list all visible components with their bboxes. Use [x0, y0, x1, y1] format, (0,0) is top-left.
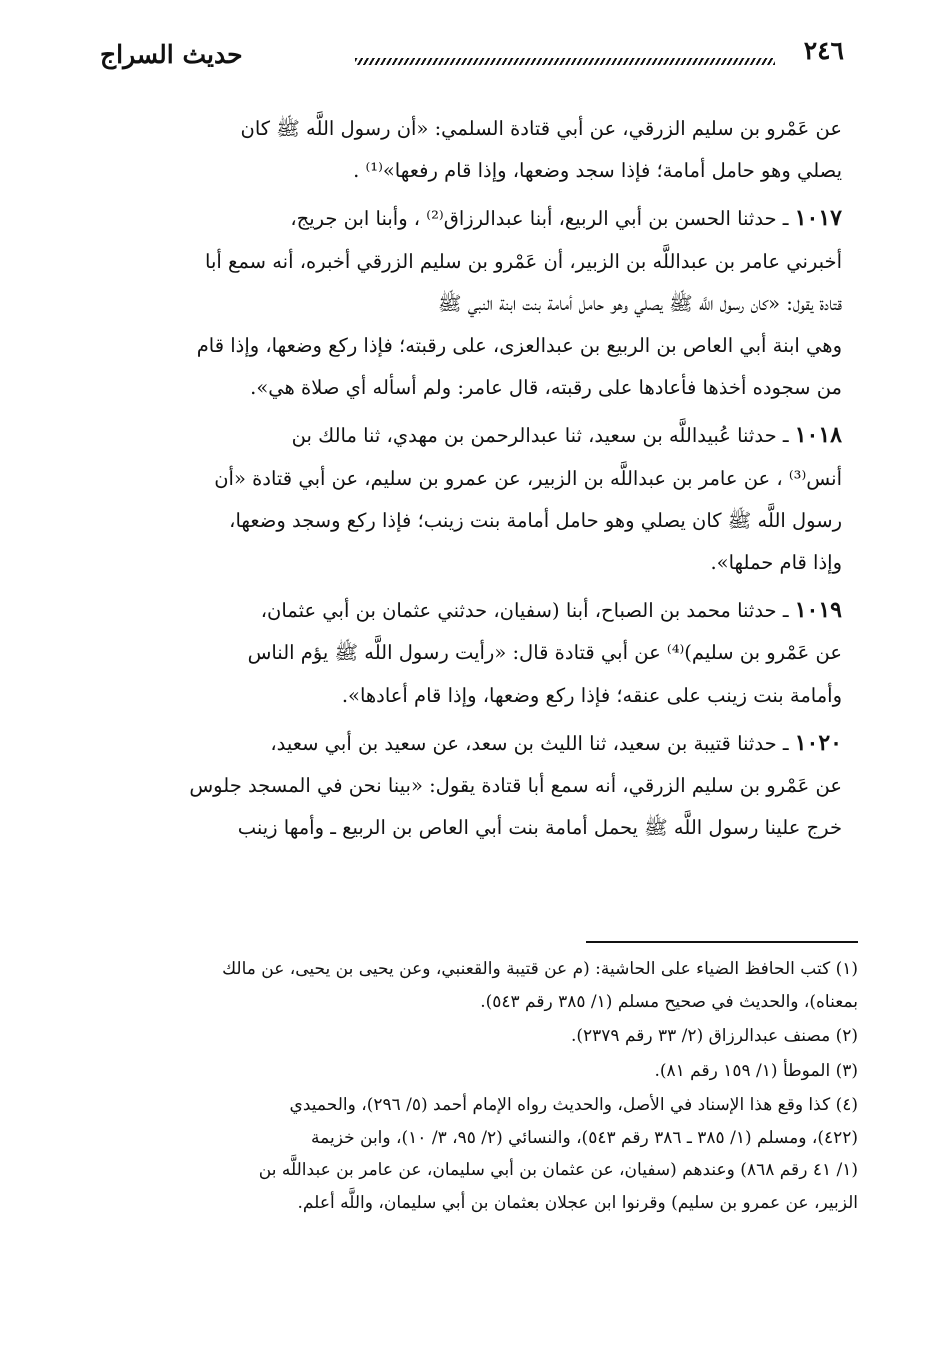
paragraph-text: عن عَمْرو بن سليم الزرقي، عن أبي قتادة السلمي: «أن رسول اللَّه ﷺ كان يصلي وهو حامل أمامة؛ فإذا سجد وضعها، وإذا قام رفعها»⁽¹⁾ . [240, 117, 842, 183]
page-header [100, 36, 844, 82]
hadith-1020 [102, 722, 842, 850]
paragraph-text: ـ حدثنا الحسن بن أبي الربيع، أبنا عبدالرزاق⁽²⁾ ، وأبنا ابن جريج، أخبرني عامر بن عبداللَّه بن الزبير، أن عَمْرو بن سليم الزرقي أخبره، أنه سمع أبا قتادة يقول: «كان رسول اللَّه ﷺ يصلي وهو حامل أمامة بنت ابنة النبي ﷺ وهي ابنة أبي العاص بن الربيع بن عبدالعزى، على رقبته؛ فإذا ركع وضعها، وإذا قام من سجوده أخذها فأعادها على رقبته، قال عامر: ولم أسأله أي صلاة هي». [196, 207, 842, 400]
page-number: ٢٤٦ [803, 36, 844, 65]
hadith-number: ١٠١٨ [794, 422, 842, 449]
hadith-1019 [102, 589, 842, 717]
footnote-4: (٤) كذا وقع هذا الإسناد في الأصل، والحديث رواه الإمام أحمد (٥/ ٢٩٦)، والحميدي (٤٢٢)، ومسلم (١/ ٣٨٥ ـ ٣٨٦ رقم ٥٤٣)، والنسائي (٢/ ٩٥، ٣/ ١٠)، وابن خزيمة (١/ ٤١ رقم ٨٦٨) وعندهم (سفيان، عن عثمان بن أبي سليمان، عن عامر بن عبداللَّه بن الزبير، عن عمرو بن سليم) وقرنوا ابن عجلان بعثمان بن أبي سليمان، واللَّه أعلم. [258, 1095, 858, 1213]
hadith-number: ١٠١٩ [794, 597, 842, 624]
book-title: حديث السراج [100, 40, 243, 69]
hadith-1018 [102, 414, 842, 584]
hadith-number: ١٠١٧ [794, 205, 842, 232]
decorative-rule [355, 58, 775, 65]
paragraph-text: ـ حدثنا محمد بن الصباح، أبنا (سفيان، حدثني عثمان بن أبي عثمان، عن عَمْرو بن سليم)⁽⁴⁾ عن أبي قتادة قال: «رأيت رسول اللَّه ﷺ يؤم الناس وأمامة بنت زينب على عنقه؛ فإذا ركع وضعها، وإذا قام أعادها». [247, 599, 842, 707]
footnote-1: (١) كتب الحافظ الضياء على الحاشية: (م عن قتيبة والقعنبي، وعن يحيى بن يحيى، عن مالك بمعناه)، والحديث في صحيح مسلم (١/ ٣٨٥ رقم ٥٤٣). [222, 959, 858, 1012]
footnotes [100, 953, 858, 1221]
paragraph-text: ـ حدثنا قتيبة بن سعيد، ثنا الليث بن سعد، عن سعيد بن أبي سعيد، عن عَمْرو بن سليم الزرقي، أنه سمع أبا قتادة يقول: «بينا نحن في المسجد جلوس خرج علينا رسول اللَّه ﷺ يحمل أمامة بنت أبي العاص بن الربيع ـ وأمها زينب [189, 731, 842, 840]
hadith-1017 [102, 197, 842, 409]
footnote-2: (٢) مصنف عبدالرزاق (٢/ ٣٣ رقم ٢٣٧٩). [570, 1026, 858, 1046]
paragraph-text: ـ حدثنا عُبيداللَّه بن سعيد، ثنا عبدالرحمن بن مهدي، ثنا مالك بن أنس⁽³⁾ ، عن عامر بن عبداللَّه بن الزبير، عن عمرو بن سليم، عن أبي قتادة «أن رسول اللَّه ﷺ كان يصلي وهو حامل أمامة بنت زينب؛ فإذا ركع وسجد وضعها، وإذا قام حملها». [214, 424, 842, 575]
footnote-divider [586, 941, 858, 943]
hadith-number: ١٠٢٠ [794, 729, 842, 756]
paragraph-continuation [102, 108, 842, 192]
footnote-3: (٣) الموطأ (١/ ١٥٩ رقم ٨١). [654, 1060, 858, 1081]
main-text [102, 108, 842, 854]
